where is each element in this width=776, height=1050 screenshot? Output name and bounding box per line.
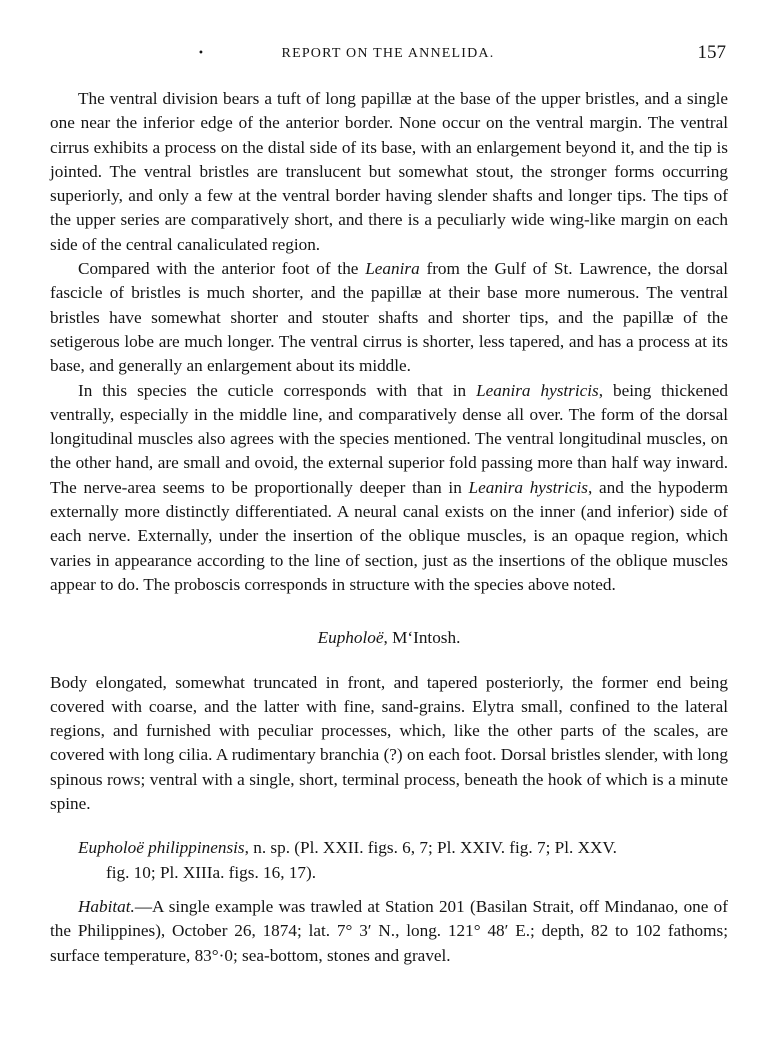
page-number: 157 [697, 42, 726, 63]
species-plate-refs: , n. sp. (Pl. XXII. figs. 6, 7; Pl. XXIV. fig. 7; Pl. XXV. [244, 838, 617, 858]
text-run: , being thickened ventrally, especially in the middle line, and comparatively dense all over. The form of the dorsal longitudinal muscles also agrees with the species mentioned. The ventral longitudinal muscles, on the other hand, are small and ovoid, the external superior fold passing more than half way inward. The nerve-area seems to be proportionally deeper than in [50, 380, 728, 497]
species-line-1 [78, 836, 728, 860]
genus-heading [50, 626, 728, 650]
genus-name: Eupholoë [317, 628, 384, 648]
habitat-label: Habitat. [78, 896, 135, 916]
habitat-paragraph [50, 895, 728, 968]
text-run: Compared with the anterior foot of the [78, 259, 366, 279]
genus-description: Body elongated, somewhat truncated in front, and tapered posteriorly, the former end being covered with coarse, and the latter with fine, sand-grains. Elytra small, confined to the lateral regions, and furnished with peculiar processes, which, like the other parts of the scales, are covered with long cilia. A rudimentary branchia (?) on each foot. Dorsal bristles slender, with long spinous rows; ventral with a single, short, terminal process, beneath the hook of which is a minute spine. [50, 672, 728, 814]
species-line-2: fig. 10; Pl. XIIIa. figs. 16, 17). [106, 862, 317, 882]
taxon-name: Leanira [365, 259, 420, 279]
running-head: REPORT ON THE ANNELIDA. [281, 46, 495, 61]
taxon-name: Leanira hystricis [468, 477, 588, 497]
text-run: from the Gulf of St. Lawrence, the dorsal fascicle of bristles is much shorter, and the papillæ at their base more numerous. The ventral bristles have somewhat shorter and stouter shafts and shorter tips, and the papillæ of the setigerous lobe are much longer. The ventral cirrus is shorter, less tapered, and has a process at its base, and generally an enlargement about its middle. [50, 259, 729, 376]
text-run: , and the hypoderm externally more distinctly differentiated. A neural canal exists on the inner (and inferior) side of each nerve. Externally, under the insertion of the oblique muscles, is an opaque region, which varies in appearance according to the line of section, just as the insertions of the oblique muscles appear to do. The proboscis corresponds in structure with the species above noted. [50, 477, 728, 594]
paragraph-comparison [50, 257, 728, 378]
page-header [50, 42, 726, 68]
genus-author: , M‘Intosh. [383, 628, 461, 648]
paragraph-ventral-division: The ventral division bears a tuft of long papillæ at the base of the upper bristles, and a single one near the inferior edge of the anterior border. None occur on the ventral margin. The ventral cirrus exhibits a process on the distal side of its base, with an enlargement beyond it, and the tip is jointed. The ventral bristles are translucent but somewhat stout, the stronger forms occurring superiorly, and only a few at the ventral border having slender shafts and longer tips. The tips of the upper series are comparatively short, and there is a peculiarly wide wing-like margin on each side of the central canaliculated region. [50, 89, 728, 254]
taxon-name: Leanira hystricis [476, 380, 599, 400]
print-speck: • [198, 48, 204, 59]
habitat-text: —A single example was trawled at Station 201 (Basilan Strait, off Mindanao, one of the Philippines), October 26, 1874; lat. 7° 3′ N., long. 121° 48′ E.; depth, 82 to 102 fathoms; surface temperature, 83°·0; sea-bottom, stones and gravel. [50, 896, 728, 965]
species-entry [50, 836, 728, 885]
paragraph-cuticle [50, 379, 728, 598]
text-run: In this species the cuticle corresponds with that in [78, 380, 477, 400]
page-body [50, 87, 728, 968]
species-name: Eupholoë philippinensis [78, 838, 245, 858]
